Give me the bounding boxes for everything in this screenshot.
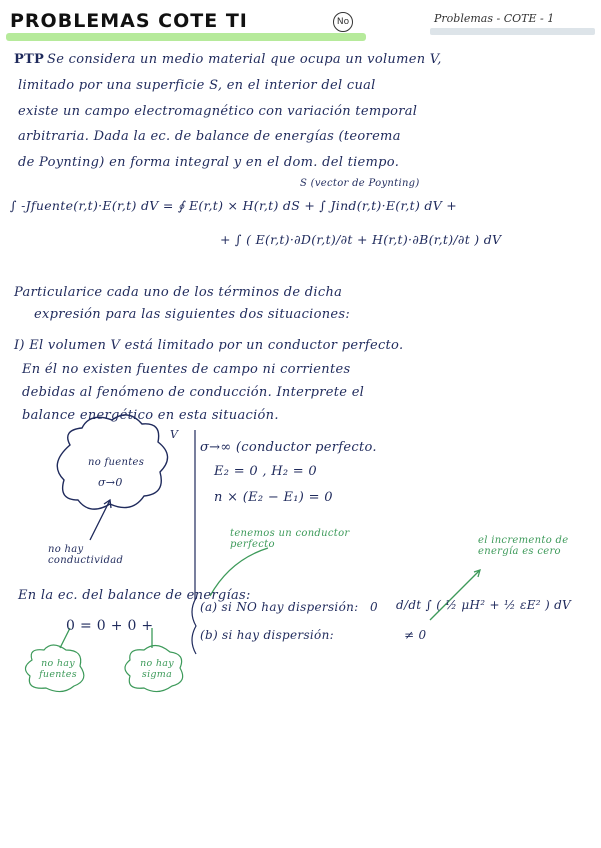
v-label: V: [170, 428, 179, 441]
green-note-no-sources: no hay fuentes: [39, 658, 77, 680]
case-b-value: ≠ 0: [404, 628, 427, 642]
balance-brace: [192, 598, 196, 654]
problem-line-4: arbitraria. Dada la ec. de balance de energías (teorema: [18, 129, 401, 144]
particularize-line-2: expresión para las siguientes dos situaciones:: [34, 307, 351, 322]
poynting-note: S (vector de Poynting): [300, 178, 420, 189]
balance-intro: En la ec. del balance de energías:: [18, 588, 251, 603]
header-label: Problemas - COTE - 1: [434, 12, 555, 25]
boundary-condition-2: n × (E₂ − E₁) = 0: [214, 490, 333, 505]
case1-line-1: I) El volumen V está limitado por un conductor perfecto.: [14, 338, 404, 353]
cloud-text-sigma: σ→0: [98, 476, 123, 489]
case1-line-3: debidas al fenómeno de conducción. Interprete el: [22, 385, 365, 400]
case-a-label: (a) si NO hay dispersión:: [200, 600, 359, 614]
problem-line-5: de Poynting) en forma integral y en el dom. del tiempo.: [18, 155, 400, 170]
particularize-line-1: Particularice cada uno de los términos de dicha: [14, 285, 343, 300]
equation-line-2: + ∫ ( E(r,t)·∂D(r,t)/∂t + H(r,t)·∂B(r,t)/∂t ) dV: [220, 232, 502, 247]
green-note-perfect: tenemos un conductor perfecto: [230, 528, 350, 550]
green-note-increment: el incremento de energía es cero: [478, 535, 569, 557]
case-b-label: (b) si hay dispersión:: [200, 628, 334, 642]
energy-formula: d/dt ∫ ( ½ μH² + ½ εE² ) dV: [396, 598, 572, 612]
green-arrow-increment: [430, 570, 480, 620]
no-mark-icon: No: [333, 12, 353, 32]
green-note-no-sigma: no hay sigma: [140, 658, 174, 680]
case-a-value: 0: [370, 600, 378, 614]
balance-zeros: 0 = 0 + 0 +: [66, 618, 154, 634]
problem-line-2: limitado por una superficie S, en el interior del cual: [18, 78, 376, 93]
cloud-text-sources: no fuentes: [88, 457, 145, 468]
sigma-infinite: σ→∞ (conductor perfecto.: [200, 440, 377, 455]
problem-tag: PTP: [14, 52, 45, 67]
case1-line-2: En él no existen fuentes de campo ni corrientes: [22, 362, 351, 377]
problem-line-1: Se considera un medio material que ocupa un volumen V,: [47, 52, 442, 67]
problem-line-3: existe un campo electromagnético con variación temporal: [18, 104, 418, 119]
no-conductivity-label: no hay conductividad: [48, 544, 124, 566]
conductivity-arrow: [90, 500, 110, 540]
case1-line-4: balance energético en esta situación.: [22, 408, 279, 423]
page-title: PROBLEMAS COTE TI: [10, 10, 248, 32]
boundary-condition-1: E₂ = 0 , H₂ = 0: [214, 464, 318, 479]
equation-line-1: ∫ -Jfuente(r,t)·E(r,t) dV = ∮ E(r,t) × H(r,t) dS + ∫ Jind(r,t)·E(r,t) dV +: [10, 198, 458, 213]
